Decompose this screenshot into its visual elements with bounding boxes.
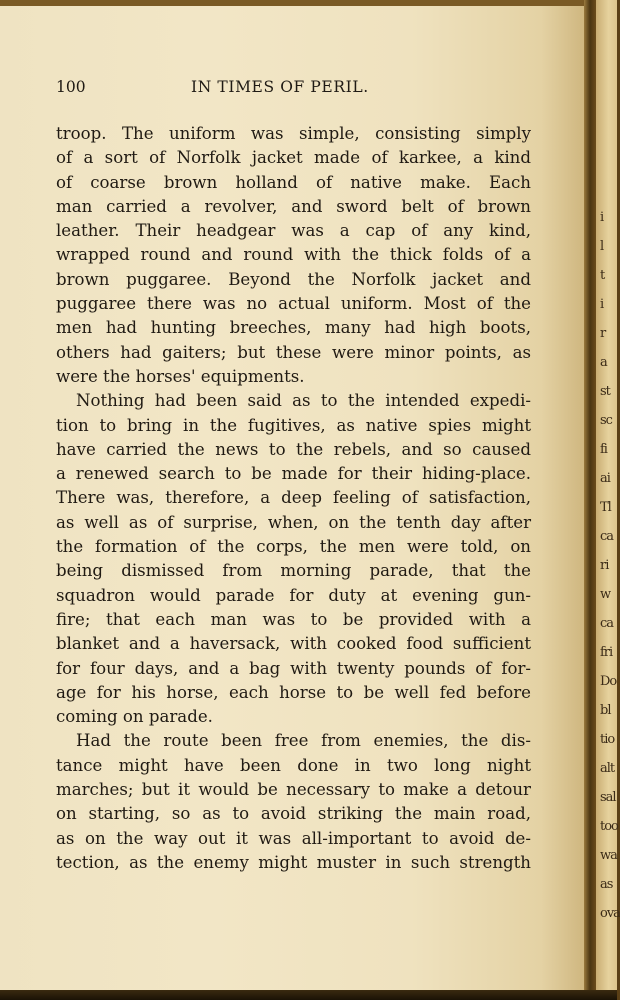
facing-page-fragment: alt	[600, 761, 615, 776]
text-line: blanket and a haversack, with cooked food sufficient	[56, 634, 531, 654]
facing-page-fragment: ai	[600, 471, 610, 486]
facing-page-fragment: i	[600, 210, 604, 225]
text-line: fire; that each man was to be provided with a	[56, 609, 531, 629]
facing-page-fragment: a	[600, 355, 607, 370]
text-line: of a sort of Norfolk jacket made of karkee, a kind	[56, 148, 531, 168]
text-line: of coarse brown holland of native make. Each	[56, 172, 531, 192]
text-line: men had hunting breeches, many had high boots,	[56, 318, 531, 338]
facing-page-fragment: ri	[600, 558, 609, 573]
facing-page-fragment: wa	[600, 848, 617, 863]
text-line: have carried the news to the rebels, and so caused	[56, 439, 531, 459]
facing-page-fragment: sal	[600, 790, 616, 805]
facing-page-fragment: fi	[600, 442, 607, 457]
text-line: marches; but it would be necessary to make a detour	[56, 780, 531, 800]
text-line: wrapped round and round with the thick folds of a	[56, 245, 531, 265]
text-line: age for his horse, each horse to be well fed before	[56, 682, 531, 702]
facing-page-fragment: ca	[600, 529, 614, 544]
text-line: Nothing had been said as to the intended expedi-	[76, 391, 531, 411]
facing-page-fragment: sc	[600, 413, 612, 428]
facing-page-fragment: fri	[600, 645, 613, 660]
facing-page-fragment: tio	[600, 732, 615, 747]
page-number: 100	[56, 78, 86, 96]
text-line: squadron would parade for duty at evening gun-	[56, 585, 531, 605]
bottom-edge	[0, 990, 617, 1000]
page-header	[56, 78, 534, 100]
facing-page-fragment: ova	[600, 906, 620, 921]
text-line: on starting, so as to avoid striking the main road,	[56, 804, 531, 824]
facing-page-fragment: too	[600, 819, 618, 834]
text-line: being dismissed from morning parade, that the	[56, 561, 531, 581]
text-line: tection, as the enemy might muster in such strength	[56, 852, 531, 872]
text-line: puggaree there was no actual uniform. Most of the	[56, 294, 531, 314]
text-line: tion to bring in the fugitives, as native spies might	[56, 415, 531, 435]
text-line: There was, therefore, a deep feeling of satisfaction,	[56, 488, 531, 508]
text-line: the formation of the corps, the men were told, on	[56, 537, 531, 557]
body-text	[56, 122, 531, 875]
facing-page-fragment: st	[600, 384, 610, 399]
text-line: coming on parade.	[56, 707, 213, 727]
text-line: as on the way out it was all-important to avoid de-	[56, 828, 531, 848]
facing-page-fragment: Tl	[600, 500, 611, 515]
text-line: brown puggaree. Beyond the Norfolk jacket and	[56, 269, 531, 289]
facing-page-fragment: bl	[600, 703, 611, 718]
book-gutter	[584, 0, 596, 1000]
running-head: IN TIMES OF PERIL.	[191, 78, 369, 96]
facing-page-fragment: i	[600, 297, 604, 312]
text-line: others had gaiters; but these were minor points, as	[56, 342, 531, 362]
facing-page-fragment: l	[600, 239, 604, 254]
facing-page-fragment: Do	[600, 674, 617, 689]
text-line: tance might have been done in two long night	[56, 755, 531, 775]
text-line: were the horses' equipments.	[56, 366, 305, 386]
text-line: man carried a revolver, and sword belt of brown	[56, 196, 531, 216]
facing-page-fragment: r	[600, 326, 606, 341]
text-line: leather. Their headgear was a cap of any kind,	[56, 221, 531, 241]
text-line: a renewed search to be made for their hiding-place.	[56, 464, 531, 484]
text-line: for four days, and a bag with twenty pounds of for-	[56, 658, 531, 678]
facing-page-fragment: as	[600, 877, 613, 892]
text-line: Had the route been free from enemies, the dis-	[76, 731, 531, 751]
text-line: as well as of surprise, when, on the tenth day after	[56, 512, 531, 532]
facing-page-fragment: w	[600, 587, 611, 602]
facing-page-fragment: ca	[600, 616, 614, 631]
facing-page-fragment: t	[600, 268, 605, 283]
text-line: troop. The uniform was simple, consisting simply	[56, 124, 531, 143]
